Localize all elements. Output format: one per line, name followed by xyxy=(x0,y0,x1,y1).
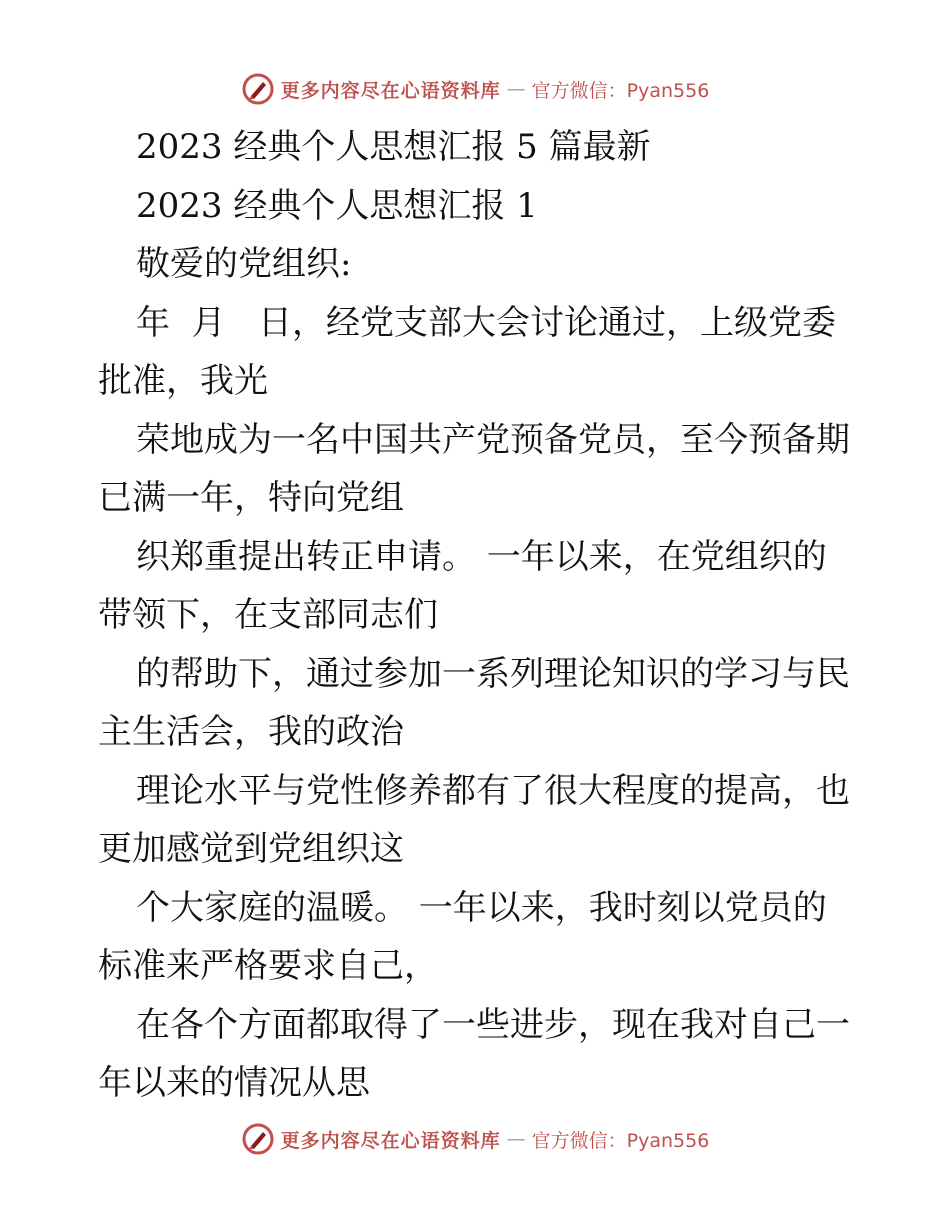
text-line: 已满一年，特向党组 xyxy=(98,478,404,518)
text-line: 个大家庭的温暖。 一年以来，我时刻以党员的 xyxy=(136,887,827,928)
text-line: 织郑重提出转正申请。 一年以来，在党组织的 xyxy=(136,536,827,577)
text-line: 主生活会，我的政治 xyxy=(98,712,404,752)
text-line: 年 月 日，经党支部大会讨论通过，上级党委 xyxy=(136,302,837,343)
footer-watermark xyxy=(0,1122,950,1156)
text-line: 年以来的情况从思 xyxy=(98,1063,370,1103)
text-line: 带领下，在支部同志们 xyxy=(98,595,438,635)
watermark-wechat-text: 官方微信：Pyan556 xyxy=(531,79,710,102)
text-line: 更加感觉到党组织这 xyxy=(98,829,404,869)
watermark-dash: — xyxy=(506,78,526,100)
watermark-dash: — xyxy=(506,1128,526,1150)
document-body xyxy=(98,118,858,1113)
text-line: 的帮助下，通过参加一系列理论知识的学习与民 xyxy=(136,653,850,694)
watermark-site-text: 更多内容尽在心语资料库 xyxy=(280,79,501,102)
text-line: 在各个方面都取得了一些进步，现在我对自己一 xyxy=(136,1004,850,1045)
text-line: 标准来严格要求自己， xyxy=(98,946,438,986)
text-line: 2023 经典个人思想汇报 5 篇最新 xyxy=(136,127,651,167)
pen-badge-icon xyxy=(241,72,275,106)
text-line: 荣地成为一名中国共产党预备党员，至今预备期 xyxy=(136,419,850,460)
watermark-site-text: 更多内容尽在心语资料库 xyxy=(280,1129,501,1152)
text-line: 理论水平与党性修养都有了很大程度的提高，也 xyxy=(136,770,850,811)
text-line: 敬爱的党组织: xyxy=(136,244,352,284)
watermark-wechat-text: 官方微信：Pyan556 xyxy=(531,1129,710,1152)
text-line: 2023 经典个人思想汇报 1 xyxy=(136,185,538,226)
pen-badge-icon xyxy=(241,1122,275,1156)
header-watermark xyxy=(0,72,950,106)
text-line: 批准，我光 xyxy=(98,361,268,401)
